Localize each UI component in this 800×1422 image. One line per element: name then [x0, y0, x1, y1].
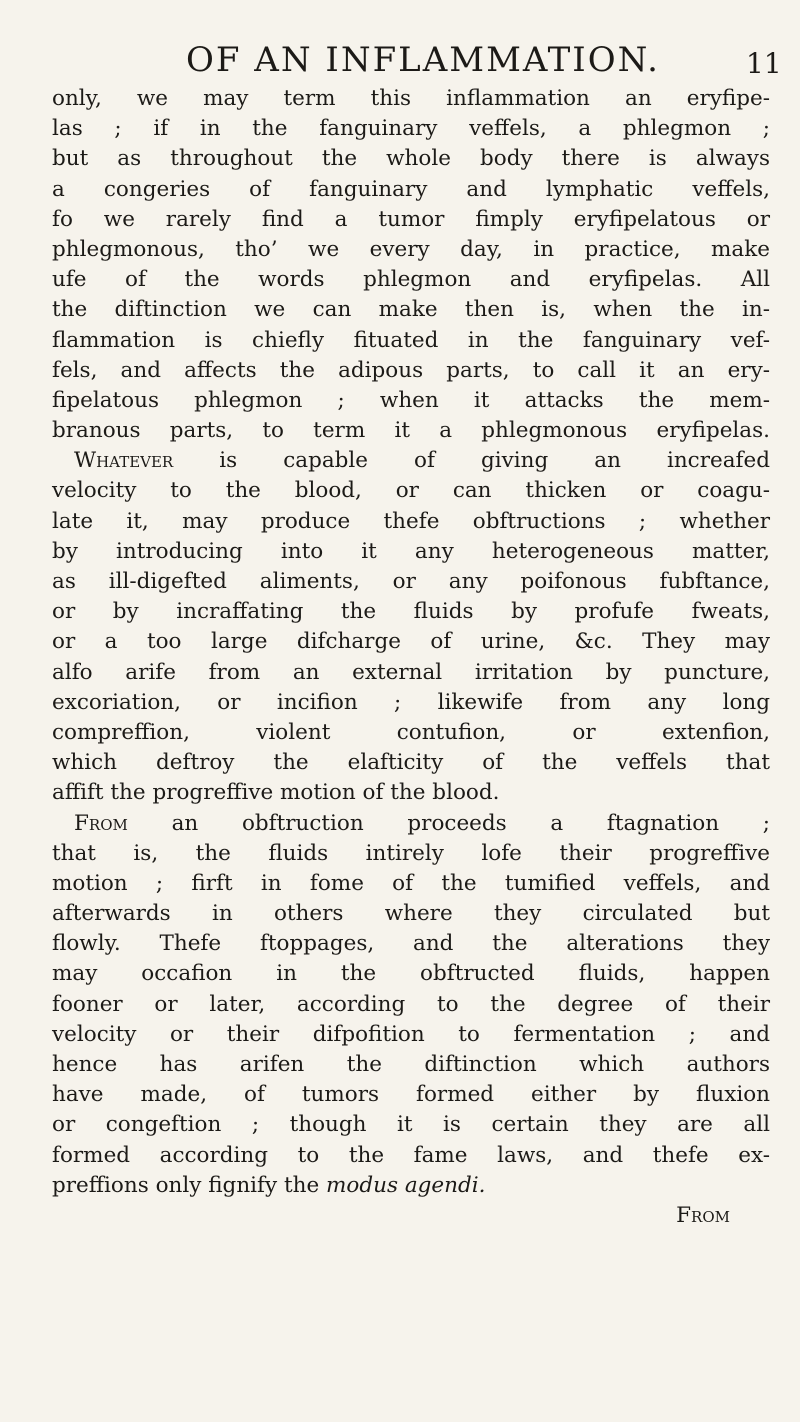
- text-line: which deftroy the elafticity of the veffels that: [52, 750, 770, 776]
- last-line-text: preffions only fignify the: [52, 1172, 327, 1198]
- text-line: velocity to the blood, or can thicken or coagu-: [52, 478, 770, 504]
- paragraph-first-line: is capable of giving an increafed: [173, 448, 770, 474]
- text-line: or by incraffating the fluids by profufe fweats,: [52, 599, 770, 625]
- text-line: late it, may produce thefe obftructions ; whether: [52, 508, 770, 534]
- text-line: fipelatous phlegmon ; when it attacks the mem-: [52, 387, 770, 413]
- text-line: flammation is chiefly fituated in the fanguinary vef-: [52, 327, 770, 353]
- running-header: [186, 38, 786, 82]
- text-line-last: [52, 1171, 770, 1201]
- text-line: or congeftion ; though it is certain they are all: [52, 1112, 770, 1138]
- catchword: From: [676, 1202, 730, 1228]
- text-line: a congeries of fanguinary and lymphatic veffels,: [52, 176, 770, 202]
- text-line: compreffion, violent contufion, or extenfion,: [52, 719, 770, 745]
- text-line: by introducing into it any heterogeneous matter,: [52, 538, 770, 564]
- running-title: OF AN INFLAMMATION.: [186, 40, 660, 80]
- paragraph-lead-word: Whatever: [74, 448, 174, 474]
- text-line: alfo arife from an external irritation by puncture,: [52, 659, 770, 685]
- text-line: as ill-digefted aliments, or any poifonous fubftance,: [52, 569, 770, 594]
- paragraph-lead-word: From: [74, 810, 128, 836]
- text-line: fels, and affects the adipous parts, to call it an ery-: [52, 357, 770, 383]
- text-line: formed according to the fame laws, and thefe ex-: [52, 1142, 770, 1168]
- text-line: affift the progreffive motion of the blood.: [52, 780, 500, 806]
- text-line: or a too large difcharge of urine, &c. They may: [52, 629, 770, 655]
- text-line: velocity or their difpofition to fermentation ; and: [52, 1021, 770, 1047]
- text-line: branous parts, to term it a phlegmonous eryfipelas.: [52, 418, 770, 444]
- text-line: flowly. Thefe ftoppages, and the alterations they: [52, 931, 770, 957]
- text-line: las ; if in the fanguinary veffels, a phlegmon ;: [52, 116, 770, 142]
- text-line: but as throughout the whole body there is always: [52, 146, 770, 172]
- text-line: phlegmonous, tho’ we every day, in practice, make: [52, 236, 770, 262]
- text-line: hence has arifen the diftinction which authors: [52, 1052, 770, 1077]
- paragraph-start: [52, 809, 770, 839]
- page-number: 11: [746, 47, 782, 80]
- text-line: fooner or later, according to the degree of their: [52, 991, 770, 1017]
- paragraph-start: [52, 446, 770, 476]
- text-line: afterwards in others where they circulated but: [52, 901, 770, 927]
- italic-phrase: modus agendi.: [326, 1172, 486, 1198]
- text-line: have made, of tumors formed either by fluxion: [52, 1082, 770, 1108]
- text-line: excoriation, or incifion ; likewife from any long: [52, 689, 770, 715]
- text-line: motion ; firft in fome of the tumified veffels, and: [52, 870, 770, 896]
- paragraph-first-line: an obftruction proceeds a ftagnation ;: [127, 810, 770, 836]
- text-line: only, we may term this inflammation an eryfipe-: [52, 86, 770, 111]
- text-line: the diftinction we can make then is, when the in-: [52, 297, 770, 323]
- body-text: [52, 84, 770, 1231]
- text-line: may occafion in the obftructed fluids, happen: [52, 961, 770, 987]
- text-line: that is, the fluids intirely lofe their progreffive: [52, 840, 770, 866]
- text-line: fo we rarely find a tumor fimply eryfipelatous or: [52, 206, 770, 232]
- text-line: ufe of the words phlegmon and eryfipelas. All: [52, 267, 770, 293]
